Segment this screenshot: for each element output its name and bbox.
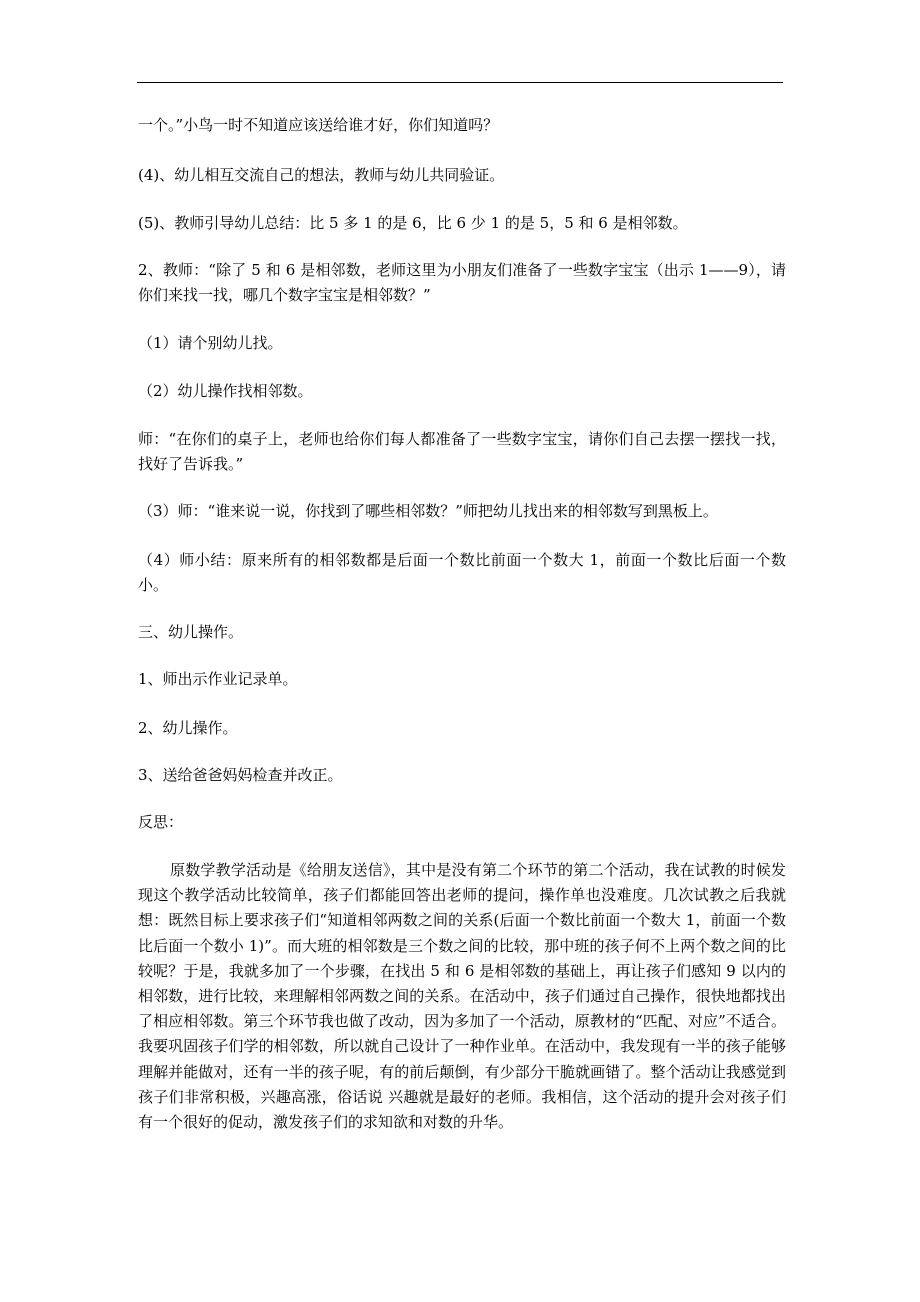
text-line-item-3: （3）师：“谁来说一说，你找到了哪些相邻数？”师把幼儿找出来的相邻数写到黑板上。	[138, 502, 718, 520]
text-para-teacher-prompt: 2、教师：“除了 5 和 6 是相邻数，老师这里为小朋友们准备了一些数字宝宝（出示 1——9），请你们来找一找，哪几个数字宝宝是相邻数？”	[138, 261, 786, 304]
text-line-step-4: (4)、幼儿相互交流自己的想法，教师与幼儿共同验证。	[138, 166, 505, 184]
section-heading-reflection: 反思：	[138, 813, 184, 831]
reflection-paragraph: 原数学教学活动是《给朋友送信》，其中是没有第二个环节的第二个活动，我在试教的时候发现这个教学活动比较简单，孩子们都能回答出老师的提问，操作单也没难度。几次试教之后我就想：既然目标上要求孩子们“知道相邻两数之间的关系(后面一个数比前面一个数大 1，前面一个数比后面一个数小 1)”。而大班的相邻数是三个数之间的比较，那中班的孩子何不上两个数之间的比较呢？于是，我就多加了一个步骤，在找出 5 和 6 是相邻数的基础上，再让孩子们感知 9 以内的相邻数，进行比较，来理解相邻两数之间的关系。在活动中，孩子们通过自己操作，很快地都找出了相应相邻数。第三个环节我也做了改动，因为多加了一个活动，原教材的“匹配、对应”不适合。我要巩固孩子们学的相邻数，所以就自己设计了一种作业单。在活动中，我发现有一半的孩子能够理解并能做对，还有一半的孩子呢，有的前后颠倒，有少部分干脆就画错了。整个活动让我感觉到孩子们非常积极，兴趣高涨，俗话说 兴趣就是最好的老师。我相信，这个活动的提升会对孩子们有一个很好的促动，激发孩子们的求知欲和对数的升华。	[138, 861, 786, 1132]
text-line-continuation: 一个。”小鸟一时不知道应该送给谁才好，你们知道吗？	[138, 116, 499, 134]
text-line-item-1: （1）请个别幼儿找。	[138, 334, 283, 352]
text-line-step-5: (5)、教师引导幼儿总结：比 5 多 1 的是 6，比 6 少 1 的是 5，5 和 6 是相邻数。	[138, 214, 688, 232]
section-heading-operation: 三、幼儿操作。	[138, 623, 244, 641]
text-para-summary: （4）师小结：原来所有的相邻数都是后面一个数比前面一个数大 1，前面一个数比后面一个数小。	[138, 551, 786, 594]
text-para-teacher-instruction: 师：“在你们的桌子上，老师也给你们每人都准备了一些数字宝宝，请你们自己去摆一摆找一找，找好了告诉我。”	[138, 430, 786, 473]
text-line-item-2: （2）幼儿操作找相邻数。	[138, 382, 313, 400]
text-line-op-3: 3、送给爸爸妈妈检查并改正。	[138, 766, 343, 784]
text-line-op-1: 1、师出示作业记录单。	[138, 670, 298, 688]
header-rule	[137, 82, 783, 83]
text-line-op-2: 2、幼儿操作。	[138, 719, 238, 737]
